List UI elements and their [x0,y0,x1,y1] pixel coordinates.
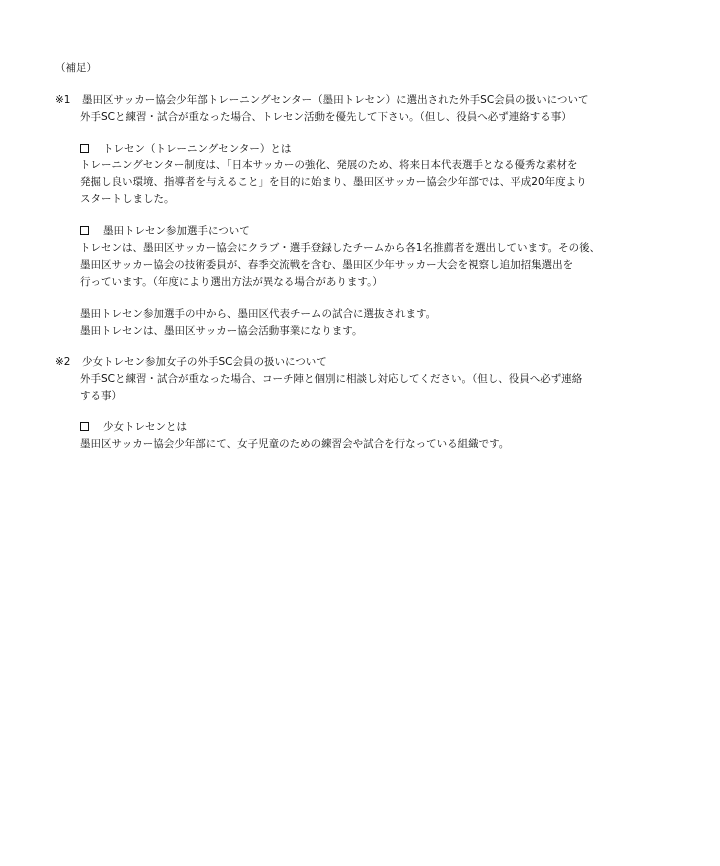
note2-mark: ※2 [55,356,71,368]
note1-body: 外手SCと練習・試合が重なった場合、トレセン活動を優先して下さい。（但し、役員へ必ず連絡する事） [80,111,572,123]
note1-mark: ※1 [55,94,71,106]
section1-line-1: トレーニングセンター制度は、「日本サッカーの強化、発展のため、将来日本代表選手となる優秀な素材を [80,159,578,171]
section2-line-2: 墨田区サッカー協会の技術委員が、春季交流戦を含む、墨田区少年サッカー大会を視察し追加招集選出を [80,259,574,271]
section2-heading-row [80,223,250,239]
section3-heading-row [80,419,187,435]
section2-line-3: 行っています。（年度により選出方法が異なる場合があります。） [80,276,383,288]
section3-line-1: 墨田区サッカー協会少年部にて、女子児童のための練習会や試合を行なっている組織です。 [80,438,510,450]
checkbox-icon [80,144,89,153]
supplement-header: （補足） [55,62,97,74]
section2-extra-2: 墨田トレセンは、墨田区サッカー協会活動事業になります。 [80,325,363,337]
section1-line-2: 発掘し良い環境、指導者を与えること」を目的に始まり、墨田区サッカー協会少年部では、平成20年度より [80,176,587,188]
section1-heading-row [80,141,291,157]
section2-extra-1: 墨田トレセン参加選手の中から、墨田区代表チームの試合に選抜されます。 [80,308,437,320]
section1-line-3: スタートしました。 [80,193,175,205]
checkbox-icon [80,422,89,431]
note2-body-1: 外手SCと練習・試合が重なった場合、コーチ陣と個別に相談し対応してください。（但し、役員へ必ず連絡 [80,373,583,385]
checkbox-icon [80,226,89,235]
section3-heading: 少女トレセンとは [103,421,187,433]
note1-title: 墨田区サッカー協会少年部トレーニングセンター（墨田トレセン）に選出された外手SC会員の扱いについて [82,94,589,106]
note2-body-2: する事） [80,390,122,402]
section1-heading: トレセン（トレーニングセンター）とは [103,143,292,155]
note2-title: 少女トレセン参加女子の外手SC会員の扱いについて [82,356,327,368]
section2-heading: 墨田トレセン参加選手について [103,225,250,237]
section2-line-1: トレセンは、墨田区サッカー協会にクラブ・選手登録したチームから各1名推薦者を選出しています。その後、 [80,242,601,254]
